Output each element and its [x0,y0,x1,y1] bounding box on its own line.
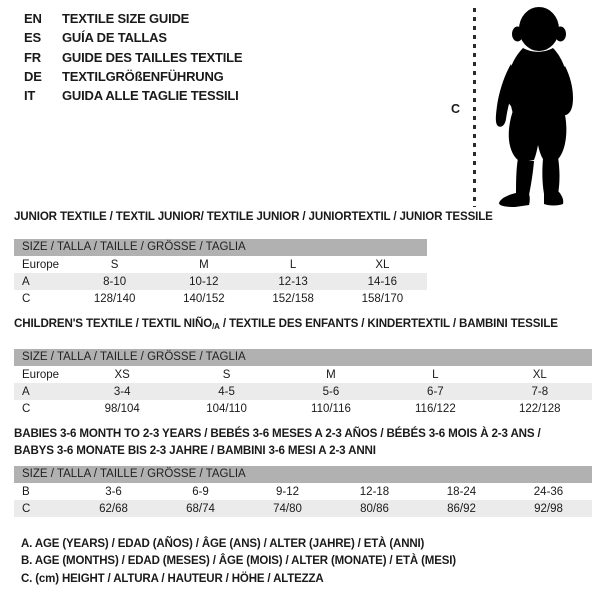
size-cell: 6-9 [192,485,209,498]
language-row [24,48,242,67]
section-junior [14,210,493,307]
row-label: A [22,275,30,288]
row-label: Europe [22,258,60,271]
size-cell: M [326,368,336,381]
language-code: ES [24,30,41,46]
table-row [14,273,427,290]
language-code: DE [24,68,42,84]
size-cell: 18-24 [446,485,477,498]
language-code: IT [24,88,36,104]
size-cell: 12-13 [278,275,308,288]
size-cell: 14-16 [367,275,398,288]
size-cell: 12-18 [359,485,390,498]
size-cell: 62/68 [99,502,128,515]
size-cell: 68/74 [186,502,215,515]
table-title-junior: JUNIOR TEXTILE / TEXTIL JUNIOR/ TEXTILE JUNIOR / JUNIORTEXTIL / JUNIOR TESSILE [14,210,493,223]
legend [21,536,456,588]
language-title: TEXTILE SIZE GUIDE [62,11,190,26]
size-cell: M [199,258,209,271]
size-header-bar: SIZE / TALLA / TAILLE / GRÖSSE / TAGLIA [14,349,592,366]
size-cell: 92/98 [534,502,563,515]
table-row [14,383,592,400]
table-row [14,400,592,417]
size-header-bar: SIZE / TALLA / TAILLE / GRÖSSE / TAGLIA [14,239,427,256]
table-row [14,366,592,383]
size-cell: S [222,368,231,381]
size-cell: XL [375,258,390,271]
language-code: EN [24,11,42,26]
table-row [14,483,592,500]
size-cell: 80/86 [360,502,389,515]
size-table-junior [14,256,427,307]
table-title-children [14,317,592,334]
size-cell: L [432,368,439,381]
size-cell: 4-5 [218,385,235,398]
size-cell: 5-6 [322,385,340,398]
size-cell: 116/122 [415,402,456,415]
row-label: C [22,502,31,515]
title-subscript: /A [212,322,220,331]
language-code: FR [24,49,41,65]
language-title-list [24,9,242,105]
title-part: / TEXTILE DES ENFANTS / KINDERTEXTIL / BAMBINI TESSILE [219,317,558,330]
legend-line-c: C. (cm) HEIGHT / ALTURA / HAUTEUR / HÖHE / ALTEZZA [21,572,324,585]
table-row [14,290,427,307]
size-cell: 6-7 [427,385,444,398]
size-cell: 3-4 [113,385,131,398]
language-title: GUIDE DES TAILLES TEXTILE [62,49,243,65]
size-cell: 140/152 [183,292,225,305]
legend-line-a: A. AGE (YEARS) / EDAD (AÑOS) / ÂGE (ANS) / ALTER (JAHRE) / ETÀ (ANNI) [21,538,425,550]
language-title: GUÍA DE TALLAS [62,30,167,46]
size-cell: 110/116 [311,402,351,415]
size-cell: 152/158 [272,292,314,305]
row-label: C [22,402,31,415]
row-label: C [22,292,31,305]
toddler-silhouette [481,4,597,212]
row-label: B [22,485,30,498]
size-table-children [14,366,592,417]
size-cell: 9-12 [275,485,300,498]
size-cell: 74/80 [273,502,302,515]
size-cell: 8-10 [103,275,127,288]
size-cell: XL [532,368,547,381]
size-cell: 86/92 [447,502,476,515]
size-cell: 24-36 [533,485,564,498]
section-babies [14,425,592,517]
title-line: BABYS 3-6 MONATE BIS 2-3 JAHRE / BAMBINI 3-6 MESI A 2-3 ANNI [14,444,376,457]
legend-line-b: B. AGE (MONTHS) / EDAD (MESES) / ÂGE (MOIS) / ALTER (MONATE) / ETÀ (MESI) [21,555,456,568]
height-measure-label: C [451,102,461,116]
row-label: A [22,385,30,398]
size-cell: 98/104 [104,402,140,415]
size-cell: 122/128 [518,402,561,415]
language-row [24,67,242,86]
size-cell: L [289,258,297,271]
size-cell: 128/140 [93,292,136,305]
section-children [14,317,592,417]
row-label: Europe [22,368,60,381]
table-title-babies [14,425,592,459]
language-title: TEXTILGRÖßENFÜHRUNG [62,68,224,84]
size-cell: S [110,258,119,271]
language-row [24,28,242,47]
size-cell: 7-8 [531,385,549,398]
table-row [14,500,592,517]
language-title: GUIDA ALLE TAGLIE TESSILI [62,88,239,104]
size-cell: XS [114,368,130,381]
title-line: BABIES 3-6 MONTH TO 2-3 YEARS / BEBÉS 3-6 MESES A 2-3 AÑOS / BÉBÉS 3-6 MOIS À 2-3 ANS / [14,427,541,440]
size-cell: 158/170 [361,292,404,305]
table-row [14,256,427,273]
language-row [24,86,242,105]
title-part: CHILDREN'S TEXTILE / TEXTIL NIÑO [14,317,213,330]
language-row [24,9,242,28]
size-cell: 3-6 [105,485,122,498]
size-cell: 10-12 [189,275,219,288]
height-measure-line [473,8,476,207]
size-header-bar: SIZE / TALLA / TAILLE / GRÖSSE / TAGLIA [14,466,592,483]
size-cell: 104/110 [206,402,247,415]
size-table-babies [14,483,592,517]
